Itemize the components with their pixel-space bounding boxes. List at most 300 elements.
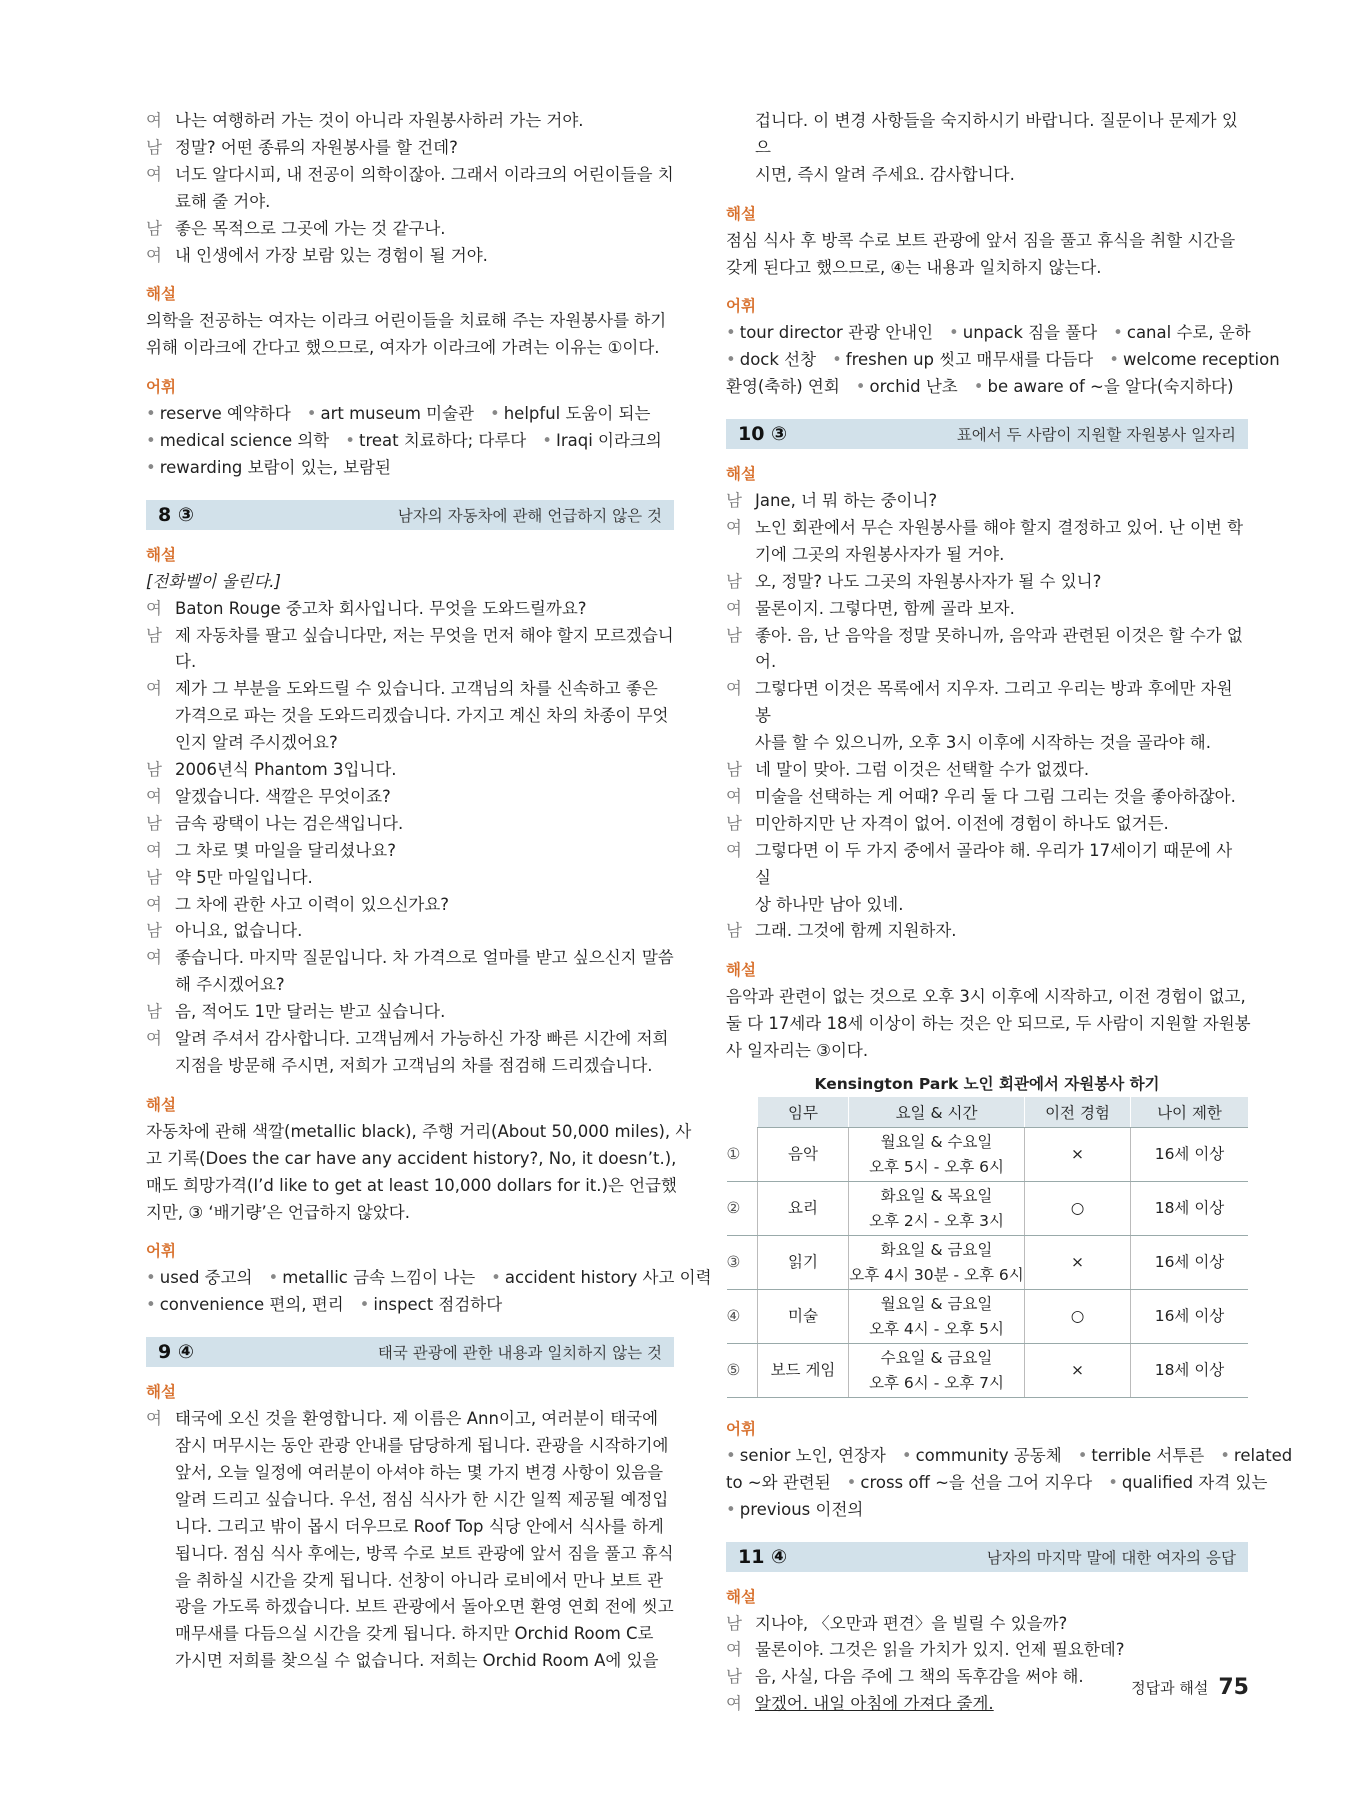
vocab-list (726, 320, 1280, 401)
spacer (726, 281, 1248, 293)
explanation-label: 해설 (726, 961, 756, 980)
speaker-label: 남 (146, 867, 162, 887)
bullet-icon: • (726, 1499, 736, 1519)
task-cell: 요리 (758, 1182, 849, 1236)
dialog-line (726, 569, 1248, 596)
dialog-line (146, 216, 674, 243)
dialog-text-line: 잠시 머무시는 동안 관광 안내를 담당하게 됩니다. 관광을 시작하기에 (175, 1435, 669, 1455)
dialog-line (726, 918, 1248, 945)
dialog-text (755, 515, 1248, 569)
speaker-label: 여 (146, 598, 162, 618)
dialog-text-line: 그 차에 관한 사고 이력이 있으신가요? (175, 894, 450, 914)
vocab-row (146, 428, 674, 455)
volunteer-table (726, 1097, 1248, 1398)
dialog-text-line: 사를 할 수 있으니까, 오후 3시 이후에 시작하는 것을 골라야 해. (755, 733, 1211, 753)
vocab-item: art museum 미술관 (320, 404, 474, 424)
speaker-label: 여 (146, 894, 162, 914)
speaker-label: 여 (146, 786, 162, 806)
bullet-icon: • (146, 457, 156, 477)
vocab-item: canal 수로, 운하 (1126, 323, 1251, 343)
explanation-line: 매도 희망가격(I’d like to get at least 10,000 dollars for it.)은 언급했 (146, 1175, 677, 1195)
dialog-line (726, 757, 1248, 784)
day-time-cell (849, 1236, 1025, 1290)
dialog-text-line: 상 하나만 남아 있네. (755, 894, 904, 914)
speaker-label: 남 (146, 625, 162, 645)
table-header: 요일 & 시간 (849, 1097, 1025, 1128)
dialog-text-line: 태국에 오신 것을 환영합니다. 제 이름은 Ann이고, 여러분이 태국에 (175, 1409, 659, 1429)
explanation-line: 음악과 관련이 없는 것으로 오후 3시 이후에 시작하고, 이전 경험이 없고, (726, 987, 1246, 1007)
dialog-line (146, 999, 674, 1026)
vocab-row (726, 374, 1248, 401)
speaker-label: 여 (726, 517, 742, 537)
spacer (146, 1226, 674, 1238)
vocab-row (726, 1497, 1248, 1524)
speaker-label: 남 (726, 625, 742, 645)
dialog-text (175, 784, 674, 811)
dialog-text-line: 매무새를 다듬으실 시간을 갖게 됩니다. 하지만 Orchid Room C로 (175, 1624, 654, 1644)
bullet-icon: • (973, 377, 984, 397)
bullet-icon: • (542, 430, 552, 450)
vocab-item: rewarding 보람이 있는, 보람된 (159, 457, 391, 477)
bullet-icon: • (491, 1268, 501, 1288)
speaker-label: 남 (726, 813, 742, 833)
vocab-item: related (1233, 1445, 1293, 1465)
vocab-label: 어휘 (726, 297, 756, 316)
dialog-line (726, 488, 1248, 515)
question-number: 8 ③ (158, 503, 194, 526)
dialog-text-line: 그래. 그것에 함께 지원하자. (755, 921, 957, 941)
task-cell: 음악 (758, 1128, 849, 1182)
speaker-label: 여 (146, 111, 162, 130)
bullet-icon: • (1077, 1445, 1088, 1465)
vocab-item: be aware of ~을 알다(숙지하다) (987, 377, 1234, 397)
dialog-line (726, 1611, 1248, 1638)
time-text: 오후 4시 30분 - 오후 6시 (849, 1265, 1024, 1284)
time-text: 오후 4시 - 오후 5시 (869, 1319, 1004, 1338)
dialog-text (755, 1611, 1248, 1638)
left-column (146, 108, 712, 1675)
bullet-icon: • (1113, 323, 1123, 343)
vocab-item: used 중고의 (159, 1268, 253, 1288)
dialog-text-line: 약 5만 마일입니다. (175, 867, 313, 887)
spacer (146, 269, 674, 281)
vocab-item: community 공동체 (915, 1445, 1062, 1465)
dialog-text (755, 838, 1248, 919)
bullet-icon: • (726, 323, 736, 343)
day-text: 화요일 & 금요일 (880, 1240, 993, 1259)
dialog-text-line: 너도 알다시피, 내 전공이 의학이잖아. 그래서 이라크의 어린이들을 치 (175, 164, 674, 184)
speaker-label: 남 (726, 760, 742, 780)
dialog-text-line: 2006년식 Phantom 3입니다. (175, 760, 397, 780)
explanation-line: 갖게 된다고 했으므로, ④는 내용과 일치하지 않는다. (726, 257, 1102, 277)
dialog-line (146, 945, 674, 999)
vocab-row (726, 347, 1280, 374)
explanation-line: 의학을 전공하는 여자는 이라크 어린이들을 치료해 주는 자원봉사를 하기 (146, 311, 667, 331)
dialog-text-line: 미안하지만 난 자격이 없어. 이전에 경험이 하나도 없거든. (755, 813, 1169, 833)
bullet-icon: • (726, 350, 736, 370)
dialog-text-line: 물론이야. 그것은 읽을 가치가 있지. 언제 필요한데? (755, 1640, 1125, 1660)
dialog-text-line: 제 자동차를 팔고 싶습니다만, 저는 무엇을 먼저 해야 할지 모르겠습니다. (175, 625, 674, 672)
day-time-cell (849, 1344, 1025, 1398)
question-title: 태국 관광에 관한 내용과 일치하지 않는 것 (377, 1344, 662, 1363)
vocab-row (146, 455, 674, 482)
dialog-text-line: 오, 정말? 나도 그곳의 자원봉사자가 될 수 있니? (755, 571, 1102, 591)
task-cell: 읽기 (758, 1236, 849, 1290)
vocab-row (146, 401, 674, 428)
table-header: 이전 경험 (1025, 1097, 1131, 1128)
speaker-label: 여 (726, 1640, 742, 1660)
table-row (727, 1182, 1249, 1236)
question-header (146, 500, 674, 530)
speaker-label: 여 (146, 840, 162, 860)
vocab-list (146, 401, 674, 482)
speaker-label: 여 (146, 245, 162, 265)
dialog-text-line: 알겠습니다. 색깔은 무엇이죠? (175, 786, 391, 806)
table-row (727, 1128, 1249, 1182)
day-text: 수요일 & 금요일 (880, 1348, 993, 1367)
underlined-answer: 알겠어. 내일 아침에 가져다 줄게. (755, 1694, 994, 1714)
row-number: ⑤ (727, 1344, 758, 1398)
dialog-text-line: 지나야, 〈오만과 편견〉을 빌릴 수 있을까? (755, 1613, 1068, 1633)
explanation-label: 해설 (726, 465, 756, 484)
dialog-text (175, 162, 674, 216)
spacer (726, 401, 1248, 419)
speaker-label: 여 (146, 679, 162, 699)
dialog-text (755, 569, 1248, 596)
dialog-text-line: 그 차로 몇 마일을 달리셨나요? (175, 840, 397, 860)
speaker-label: 남 (146, 137, 162, 157)
dialog-line (146, 243, 674, 270)
dialog-text-line: 해 주시겠어요? (175, 975, 285, 995)
age-cell: 16세 이상 (1131, 1128, 1249, 1182)
bullet-icon: • (268, 1268, 279, 1288)
vocab-row (726, 1443, 1293, 1470)
bullet-icon: • (146, 1268, 156, 1288)
speaker-label: 남 (726, 490, 742, 510)
explanation-line: 지만, ③ ‘배기량’은 언급하지 않았다. (146, 1202, 410, 1222)
dialog-line (146, 596, 674, 623)
dialog-text-line: 겁니다. 이 변경 사항들을 숙지하시기 바랍니다. 질문이나 문제가 있으 (755, 111, 1238, 157)
speaker-label: 남 (146, 921, 162, 941)
experience-cell: ○ (1025, 1182, 1131, 1236)
dialog-line (146, 918, 674, 945)
question-header (726, 1542, 1248, 1572)
vocab-item: accident history 사고 이력 (504, 1268, 712, 1288)
dialog-text-line: Baton Rouge 중고차 회사입니다. 무엇을 도와드릴까요? (175, 598, 587, 618)
bullet-icon: • (146, 1295, 156, 1315)
dialog-text-line: 좋아. 음, 난 음악을 정말 못하니까, 음악과 관련된 이것은 할 수가 없어. (755, 625, 1243, 672)
experience-cell: ○ (1025, 1290, 1131, 1344)
dialog-text-line: 내 인생에서 가장 보람 있는 경험이 될 거야. (175, 245, 488, 265)
dialog-text (755, 811, 1248, 838)
dialog-text-line: 좋습니다. 마지막 질문입니다. 차 가격으로 얼마를 받고 싶으신지 말씀 (175, 948, 674, 968)
dialog-text-line: 물론이지. 그렇다면, 함께 골라 보자. (755, 598, 1015, 618)
age-cell: 18세 이상 (1131, 1182, 1249, 1236)
dialog-text (175, 999, 674, 1026)
dialog-line (726, 623, 1248, 677)
dialog-line (726, 1637, 1248, 1664)
vocab-item: qualified 자격 있는 (1121, 1472, 1268, 1492)
vocab-label: 어휘 (146, 378, 176, 397)
dialog-text-line: 노인 회관에서 무슨 자원봉사를 해야 할지 결정하고 있어. 난 이번 학 (755, 517, 1244, 537)
dialog-line (146, 1406, 674, 1675)
vocab-row (146, 1292, 674, 1319)
speaker-label: 여 (726, 1694, 742, 1714)
spacer (726, 945, 1248, 957)
day-time-cell (849, 1182, 1025, 1236)
spacer (146, 1319, 674, 1337)
experience-cell: × (1025, 1236, 1131, 1290)
question-number: 9 ④ (158, 1341, 194, 1364)
row-number: ② (727, 1182, 758, 1236)
spacer (726, 189, 1248, 201)
right-column (726, 108, 1293, 1718)
bullet-icon: • (726, 1445, 736, 1465)
dialog-text-line: 음, 적어도 1만 달러는 받고 싶습니다. (175, 1002, 446, 1022)
vocab-item: inspect 점검하다 (373, 1295, 503, 1315)
dialog-text-line: 정말? 어떤 종류의 자원봉사를 할 건데? (175, 137, 458, 157)
dialog-text-line: 알려 주셔서 감사합니다. 고객님께서 가능하신 가장 빠른 시간에 저희 (175, 1029, 669, 1049)
vocab-item: Iraqi 이라크의 (555, 430, 662, 450)
spacer (726, 1524, 1248, 1542)
dialog-text (175, 596, 674, 623)
time-text: 오후 5시 - 오후 6시 (869, 1157, 1004, 1176)
dialog-line (146, 108, 674, 135)
bullet-icon: • (306, 404, 317, 424)
vocab-item: metallic 금속 느낌이 나는 (282, 1268, 476, 1288)
dialog-text-line: 좋은 목적으로 그곳에 가는 것 같구나. (175, 218, 446, 238)
dialog-line (146, 757, 674, 784)
dialog-line (146, 1026, 674, 1080)
question-header (726, 419, 1248, 449)
dialog-text-line: 그렇다면 이 두 가지 중에서 골라야 해. 우리가 17세이기 때문에 사실 (755, 840, 1233, 887)
table-row (727, 1236, 1249, 1290)
day-time-cell (849, 1128, 1025, 1182)
dialog-line (726, 515, 1248, 569)
question-title: 남자의 마지막 말에 대한 여자의 응답 (986, 1548, 1236, 1567)
dialog-text-line: 금속 광택이 나는 검은색입니다. (175, 813, 404, 833)
dialog-text-line: 네 말이 맞아. 그럼 이것은 선택할 수가 없겠다. (755, 760, 1090, 780)
dialog-text (175, 243, 674, 270)
table-row (727, 1290, 1249, 1344)
question-number: 10 ③ (738, 423, 788, 446)
dialog-line (146, 865, 674, 892)
explanation-label: 해설 (146, 545, 176, 564)
bullet-icon: • (146, 404, 156, 424)
explanation-line: 사 일자리는 ③이다. (726, 1041, 869, 1061)
dialog-text-line: 나는 여행하러 가는 것이 아니라 자원봉사하러 가는 거야. (175, 111, 584, 130)
vocab-item: helpful 도움이 되는 (503, 404, 651, 424)
dialog-text (175, 1026, 674, 1080)
dialog-text (175, 135, 674, 162)
table-header: 임무 (758, 1097, 849, 1128)
dialog-text-line: 됩니다. 점심 식사 후에는, 방콕 수로 보트 관광에 앞서 짐을 풀고 휴식 (175, 1543, 674, 1563)
experience-cell: × (1025, 1128, 1131, 1182)
time-text: 오후 2시 - 오후 3시 (869, 1211, 1004, 1230)
vocab-item: unpack 짐을 풀다 (962, 323, 1098, 343)
footer-label: 정답과 해설 (1131, 1679, 1209, 1697)
row-number: ④ (727, 1290, 758, 1344)
speaker-label: 남 (726, 921, 742, 941)
dialog-text (175, 945, 674, 999)
vocab-item: welcome reception (1122, 350, 1280, 370)
dialog-continuation (726, 108, 1248, 189)
dialog-text (755, 784, 1248, 811)
dialog-text (755, 596, 1248, 623)
speaker-label: 남 (726, 571, 742, 591)
dialog-line (146, 811, 674, 838)
vocab-item: reserve 예약하다 (159, 404, 291, 424)
dialog-text-line: 료해 줄 거야. (175, 191, 271, 211)
dialog-text-line: 기에 그곳의 자원봉사자가 될 거야. (755, 544, 1005, 564)
dialog-text-line: 그렇다면 이것은 목록에서 지우자. 그리고 우리는 방과 후에만 자원봉 (755, 679, 1233, 726)
vocab-item: cross off ~을 선을 그어 지우다 (860, 1472, 1093, 1492)
stage-direction: [전화벨이 울린다.] (146, 571, 281, 591)
bullet-icon: • (1109, 350, 1119, 370)
dialog-line (146, 676, 674, 757)
speaker-label: 남 (726, 1613, 742, 1633)
spacer (146, 1080, 674, 1092)
page-footer (1131, 1675, 1249, 1700)
dialog-text-line: Jane, 너 뭐 하는 중이니? (755, 490, 938, 510)
explanation-label: 해설 (146, 1095, 176, 1114)
vocab-item: terrible 서투른 (1091, 1445, 1205, 1465)
speaker-label: 여 (146, 948, 162, 968)
dialog-text (175, 676, 674, 757)
bullet-icon: • (949, 323, 959, 343)
vocab-list (146, 1265, 712, 1319)
dialog-text-line: 인지 알려 주시겠어요? (175, 733, 338, 753)
vocab-item: dock 선창 (739, 350, 817, 370)
experience-cell: × (1025, 1344, 1131, 1398)
explanation-line: 위해 이라크에 간다고 했으므로, 여자가 이라크에 가려는 이유는 ①이다. (146, 338, 660, 358)
spacer (726, 1572, 1248, 1584)
dialog-text-line: 가격으로 파는 것을 도와드리겠습니다. 가지고 계신 차의 차종이 무엇 (175, 706, 669, 726)
dialog-text (175, 1406, 674, 1675)
vocab-item: orchid 난초 (869, 377, 958, 397)
day-time-cell (849, 1290, 1025, 1344)
explanation-line: 둘 다 17세라 18세 이상이 하는 것은 안 되므로, 두 사람이 지원할 자원봉 (726, 1014, 1251, 1034)
dialog-line (146, 784, 674, 811)
speaker-label: 남 (146, 760, 162, 780)
bullet-icon: • (489, 404, 500, 424)
spacer (146, 1367, 674, 1379)
vocab-item: medical science 의학 (159, 430, 330, 450)
explanation-label: 해설 (146, 1383, 176, 1402)
vocab-item-cont: to ~와 관련된 (726, 1472, 831, 1492)
dialog-line (146, 135, 674, 162)
vocab-label: 어휘 (146, 1242, 176, 1261)
speaker-label: 여 (726, 598, 742, 618)
spacer (726, 449, 1248, 461)
day-text: 월요일 & 금요일 (880, 1294, 993, 1313)
vocab-item: tour director 관광 안내인 (739, 323, 934, 343)
dialog-text-line: 음, 사실, 다음 주에 그 책의 독후감을 써야 해. (755, 1667, 1084, 1687)
bullet-icon: • (832, 350, 842, 370)
day-text: 월요일 & 수요일 (880, 1132, 993, 1151)
vocab-item: freshen up 씻고 매무새를 다듬다 (845, 350, 1094, 370)
dialog-text-line: 알려 드리고 싶습니다. 우선, 점심 식사가 한 시간 일찍 제공될 예정입 (175, 1489, 669, 1509)
dialog-text (175, 838, 674, 865)
vocab-item-cont: 환영(축하) 연회 (726, 377, 840, 397)
speaker-spacer (726, 108, 755, 189)
dialog-text (175, 865, 674, 892)
time-text: 오후 6시 - 오후 7시 (869, 1373, 1004, 1392)
explanation-label: 해설 (146, 285, 176, 304)
explanation-label: 해설 (726, 1587, 756, 1606)
dialog-text-line: 을 취하실 시간을 갖게 됩니다. 선창이 아니라 로비에서 만나 보트 관 (175, 1570, 664, 1590)
dialog-text-line: 지점을 방문해 주시면, 저희가 고객님의 차를 점검해 드리겠습니다. (175, 1056, 653, 1075)
page-number: 75 (1218, 1675, 1249, 1700)
day-text: 화요일 & 목요일 (880, 1186, 993, 1205)
vocab-item: previous 이전의 (739, 1499, 864, 1519)
dialog-text (755, 623, 1248, 677)
vocab-row (726, 320, 1251, 347)
table-row (727, 1344, 1249, 1398)
task-cell: 보드 게임 (758, 1344, 849, 1398)
explanation-line: 자동차에 관해 색깔(metallic black), 주행 거리(About 50,000 miles), 사 (146, 1121, 692, 1141)
dialog-line (726, 676, 1248, 757)
dialog-text-line: 니다. 그리고 밖이 몹시 더우므로 Roof Top 식당 안에서 식사를 하게 (175, 1516, 664, 1536)
bullet-icon: • (846, 1472, 857, 1492)
question-title: 표에서 두 사람이 지원할 자원봉사 일자리 (956, 426, 1236, 445)
speaker-label: 여 (146, 1409, 162, 1429)
vocab-item: senior 노인, 연장자 (739, 1445, 886, 1465)
row-number: ③ (727, 1236, 758, 1290)
question-header (146, 1337, 674, 1367)
dialog-line (726, 838, 1248, 919)
dialog-text-line: 광을 가도록 하겠습니다. 보트 관광에서 돌아오면 환영 연회 전에 씻고 (175, 1597, 674, 1617)
bullet-icon: • (359, 1295, 370, 1315)
spacer (146, 362, 674, 374)
dialog-text (755, 676, 1248, 757)
vocab-row (146, 1265, 712, 1292)
speaker-label: 여 (726, 679, 742, 699)
dialog-line (146, 892, 674, 919)
dialog-text (755, 1637, 1248, 1664)
question-number: 11 ④ (738, 1545, 788, 1568)
speaker-label: 남 (146, 813, 162, 833)
dialog-text-line: 아니요, 없습니다. (175, 921, 303, 941)
speaker-label: 남 (146, 1002, 162, 1022)
dialog-text (175, 216, 674, 243)
dialog-text-line: 시면, 즉시 알려 주세요. 감사합니다. (755, 164, 1015, 184)
explanation-line: 점심 식사 후 방콕 수로 보트 관광에 앞서 짐을 풀고 휴식을 취할 시간을 (726, 230, 1236, 250)
table-title: Kensington Park 노인 회관에서 자원봉사 하기 (814, 1075, 1160, 1093)
bullet-icon: • (1220, 1445, 1230, 1465)
dialog-text (755, 918, 1248, 945)
bullet-icon: • (146, 430, 156, 450)
dialog-text (175, 623, 674, 677)
speaker-label: 남 (726, 1667, 742, 1687)
row-number: ① (727, 1128, 758, 1182)
spacer (726, 1398, 1248, 1416)
dialog-text-line: 미술을 선택하는 게 어때? 우리 둘 다 그림 그리는 것을 좋아하잖아. (755, 786, 1236, 806)
vocab-item: convenience 편의, 편리 (159, 1295, 344, 1315)
dialog-text (175, 892, 674, 919)
bullet-icon: • (901, 1445, 912, 1465)
dialog-text (755, 108, 1248, 189)
spacer (146, 482, 674, 500)
table-header: 나이 제한 (1131, 1097, 1249, 1128)
bullet-icon: • (855, 377, 866, 397)
table-header-row (727, 1097, 1249, 1128)
vocab-label: 어휘 (726, 1420, 756, 1438)
dialog-line (146, 838, 674, 865)
dialog-text (175, 757, 674, 784)
dialog-text (755, 757, 1248, 784)
task-cell: 미술 (758, 1290, 849, 1344)
